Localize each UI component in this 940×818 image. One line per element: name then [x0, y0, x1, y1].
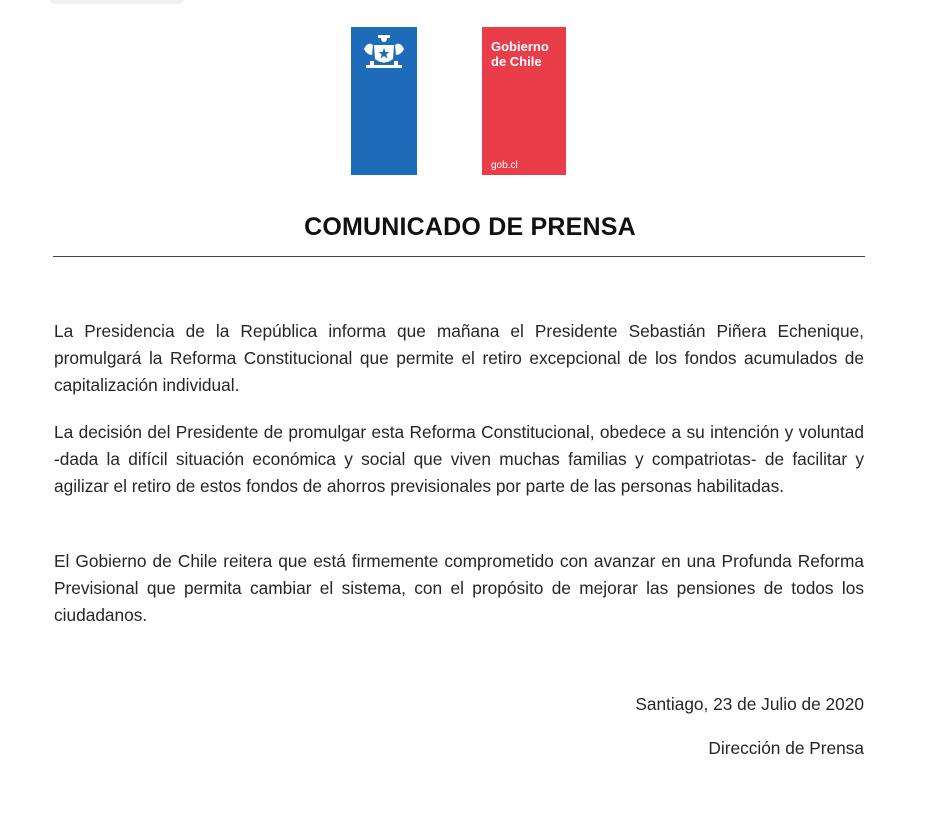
signature: Dirección de Prensa — [708, 738, 864, 758]
paragraph-3: El Gobierno de Chile reitera que está firmemente comprometido con avanzar en una Profunda Reforma Previsional que permita cambiar el sistema, con el propósito de mejorar las pensiones de todos los ciudadanos. — [54, 551, 864, 625]
page-corner-tab — [50, 0, 184, 4]
paragraph-1: La Presidencia de la República informa que mañana el Presidente Sebastián Piñera Echenique, promulgará la Reforma Constitucional que permite el retiro excepcional de los fondos acumulados de capitalización individual. — [54, 321, 864, 395]
government-logo-red-panel — [482, 27, 566, 175]
title-divider — [53, 256, 865, 257]
logo-wordmark: Gobierno de Chile — [491, 39, 549, 69]
document-title: COMUNICADO DE PRENSA — [304, 213, 636, 241]
logo-website: gob.cl — [491, 160, 518, 171]
place-date: Santiago, 23 de Julio de 2020 — [635, 694, 864, 714]
government-logo-blue-panel — [351, 27, 417, 175]
coat-of-arms-icon — [358, 33, 410, 73]
paragraph-2: La decisión del Presidente de promulgar esta Reforma Constitucional, obedece a su intención y voluntad -dada la difícil situación económica y social que viven muchas familias y compatriotas- de facilitar y agilizar el retiro de estos fondos de ahorros previsionales por parte de las personas habilitadas. — [54, 422, 864, 496]
